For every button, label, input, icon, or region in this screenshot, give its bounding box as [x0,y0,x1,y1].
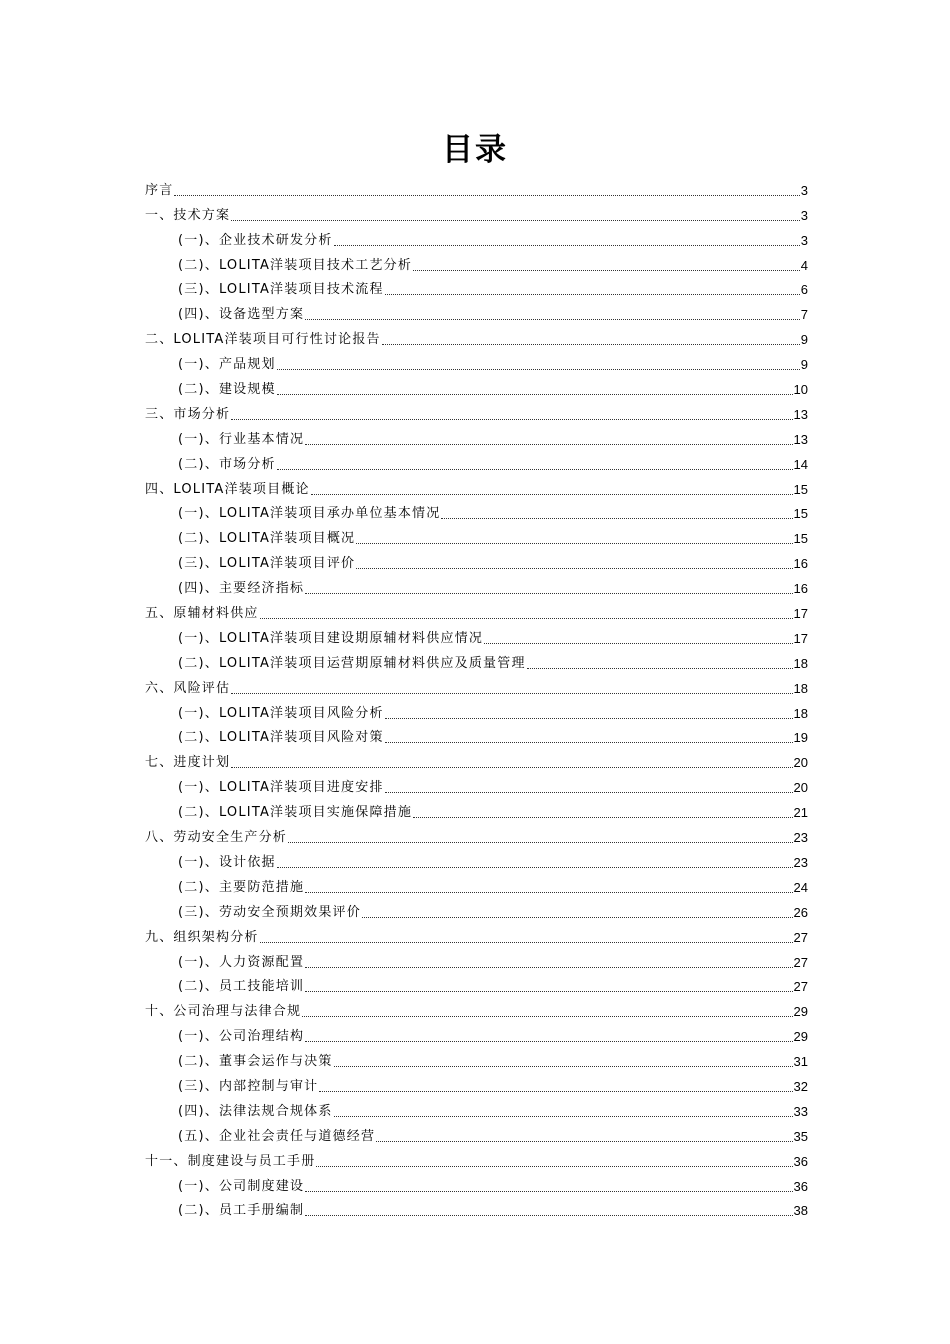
toc-page-number: 17 [793,606,808,622]
toc-page-number: 26 [793,904,808,920]
toc-entry-title: (二)、员工手册编制 [178,1203,305,1219]
toc-entry-title: (三)、LOLITA洋装项目评价 [178,556,356,572]
toc-entry-title: 三、市场分析 [145,406,231,422]
toc-entry-section[interactable] [145,698,808,723]
toc-entry-title: (二)、LOLITA洋装项目运营期原辅材料供应及质量管理 [178,655,526,671]
toc-dot-leader [413,270,800,271]
toc-dot-leader [413,817,792,818]
toc-dot-leader [277,369,800,370]
toc-page-number: 7 [800,307,808,323]
toc-entry-section[interactable] [145,250,808,275]
toc-entry-title: (一)、LOLITA洋装项目进度安排 [178,780,384,796]
toc-entry-section[interactable] [145,499,808,524]
toc-entry-section[interactable] [145,573,808,598]
toc-entry-section[interactable] [145,523,808,548]
toc-dot-leader [277,394,793,395]
toc-entry-section[interactable] [145,1021,808,1046]
toc-page-number: 20 [793,780,808,796]
toc-entry-section[interactable] [145,548,808,573]
toc-dot-leader [305,319,800,320]
toc-entry-title: 七、进度计划 [145,755,231,771]
toc-entry-section[interactable] [145,225,808,250]
toc-page-number: 27 [793,929,808,945]
toc-entry-title: 四、LOLITA洋装项目概论 [145,481,310,497]
toc-entry-title: (二)、董事会运作与决策 [178,1054,333,1070]
toc-dot-leader [316,1166,792,1167]
toc-entry-chapter[interactable] [145,922,808,947]
toc-entry-chapter[interactable] [145,598,808,623]
toc-dot-leader [376,1141,792,1142]
toc-dot-leader [385,792,793,793]
toc-entry-title: (四)、主要经济指标 [178,581,305,597]
toc-page-number: 16 [793,581,808,597]
toc-entry-chapter[interactable] [145,324,808,349]
toc-page-number: 33 [793,1103,808,1119]
toc-list [145,175,808,1220]
toc-dot-leader [260,618,793,619]
toc-entry-title: (一)、企业技术研发分析 [178,232,333,248]
toc-page-number: 18 [793,705,808,721]
toc-entry-title: 八、劳动安全生产分析 [145,830,288,846]
toc-dot-leader [305,593,792,594]
toc-dot-leader [385,742,793,743]
toc-page-number: 3 [800,232,808,248]
toc-title: 目录 [442,132,508,168]
toc-page-number: 4 [800,257,808,273]
toc-page-number: 15 [793,506,808,522]
toc-entry-title: (五)、企业社会责任与道德经营 [178,1128,376,1144]
toc-dot-leader [484,643,792,644]
toc-dot-leader [305,1215,792,1216]
toc-dot-leader [441,518,792,519]
toc-dot-leader [231,693,792,694]
toc-entry-title: (二)、LOLITA洋装项目技术工艺分析 [178,257,413,273]
toc-entry-title: (一)、产品规划 [178,357,276,373]
toc-entry-section[interactable] [145,847,808,872]
toc-entry-title: 一、技术方案 [145,207,231,223]
toc-page-number: 20 [793,755,808,771]
toc-entry-section[interactable] [145,424,808,449]
toc-entry-title: (一)、LOLITA洋装项目建设期原辅材料供应情况 [178,630,484,646]
toc-entry-title: (二)、员工技能培训 [178,979,305,995]
toc-entry-section[interactable] [145,772,808,797]
toc-dot-leader [305,1191,792,1192]
toc-page-number: 27 [793,954,808,970]
toc-entry-chapter[interactable] [145,175,808,200]
toc-entry-section[interactable] [145,972,808,997]
toc-entry-chapter[interactable] [145,996,808,1021]
toc-entry-title: (一)、LOLITA洋装项目承办单位基本情况 [178,506,441,522]
toc-dot-leader [334,1066,793,1067]
toc-page-number: 9 [800,357,808,373]
toc-entry-chapter[interactable] [145,747,808,772]
toc-entry-title: (三)、LOLITA洋装项目技术流程 [178,282,384,298]
toc-entry-title: 十、公司治理与法律合规 [145,1004,302,1020]
toc-entry-section[interactable] [145,872,808,897]
toc-page-number: 13 [793,431,808,447]
toc-entry-title: (三)、内部控制与审计 [178,1078,319,1094]
toc-dot-leader [305,444,792,445]
toc-entry-section[interactable] [145,1096,808,1121]
toc-page-number: 32 [793,1078,808,1094]
toc-page-number: 38 [793,1203,808,1219]
toc-entry-title: (一)、行业基本情况 [178,431,305,447]
toc-entry-section[interactable] [145,1071,808,1096]
toc-entry-chapter[interactable] [145,673,808,698]
toc-dot-leader [362,917,793,918]
toc-dot-leader [288,842,793,843]
toc-dot-leader [231,220,800,221]
toc-entry-chapter[interactable] [145,399,808,424]
toc-entry-title: (一)、公司治理结构 [178,1029,305,1045]
toc-entry-title: (四)、设备选型方案 [178,307,305,323]
toc-dot-leader [231,767,792,768]
toc-page-number: 31 [793,1054,808,1070]
toc-page-number: 3 [800,207,808,223]
toc-page-number: 27 [793,979,808,995]
toc-entry-section[interactable] [145,1046,808,1071]
toc-page-number: 14 [793,456,808,472]
toc-page-number: 24 [793,879,808,895]
toc-dot-leader [305,991,792,992]
toc-entry-section[interactable] [145,374,808,399]
toc-page-number: 16 [793,556,808,572]
toc-page-number: 15 [793,531,808,547]
toc-dot-leader [311,494,793,495]
toc-entry-chapter[interactable] [145,200,808,225]
toc-page-number: 3 [800,182,808,198]
toc-dot-leader [231,419,792,420]
toc-page-number: 13 [793,406,808,422]
toc-dot-leader [334,1116,793,1117]
toc-entry-title: 五、原辅材料供应 [145,606,259,622]
toc-entry-section[interactable] [145,797,808,822]
toc-entry-section[interactable] [145,897,808,922]
toc-dot-leader [277,469,793,470]
toc-entry-title: (二)、LOLITA洋装项目风险对策 [178,730,384,746]
toc-page-number: 9 [800,332,808,348]
toc-dot-leader [527,668,793,669]
toc-page-number: 10 [793,382,808,398]
toc-dot-leader [334,245,800,246]
toc-page-number: 19 [793,730,808,746]
toc-entry-title: (二)、LOLITA洋装项目概况 [178,531,356,547]
toc-entry-chapter[interactable] [145,1146,808,1171]
toc-dot-leader [385,718,793,719]
toc-entry-title: 九、组织架构分析 [145,929,259,945]
toc-page-number: 18 [793,680,808,696]
toc-entry-title: 二、LOLITA洋装项目可行性讨论报告 [145,332,381,348]
toc-entry-section[interactable] [145,1171,808,1196]
toc-entry-section[interactable] [145,623,808,648]
toc-dot-leader [382,344,800,345]
toc-entry-section[interactable] [145,299,808,324]
toc-dot-leader [305,1041,792,1042]
toc-entry-section[interactable] [145,349,808,374]
toc-entry-section[interactable] [145,1196,808,1221]
toc-entry-section[interactable] [145,648,808,673]
toc-entry-title: (二)、LOLITA洋装项目实施保障措施 [178,805,413,821]
toc-entry-title: 十一、制度建设与员工手册 [145,1153,316,1169]
toc-page-number: 18 [793,655,808,671]
toc-entry-section[interactable] [145,723,808,748]
toc-dot-leader [319,1091,792,1092]
toc-entry-title: 六、风险评估 [145,680,231,696]
toc-entry-title: (二)、建设规模 [178,382,276,398]
toc-page-number: 35 [793,1128,808,1144]
toc-page-number: 29 [793,1029,808,1045]
toc-page-number: 6 [800,282,808,298]
toc-dot-leader [356,568,792,569]
toc-entry-chapter[interactable] [145,822,808,847]
toc-dot-leader [174,195,799,196]
toc-entry-section[interactable] [145,947,808,972]
toc-entry-section[interactable] [145,449,808,474]
toc-dot-leader [302,1016,792,1017]
toc-entry-title: (一)、设计依据 [178,854,276,870]
toc-page-number: 21 [793,805,808,821]
toc-entry-title: (三)、劳动安全预期效果评价 [178,904,361,920]
toc-dot-leader [305,967,792,968]
toc-entry-title: (二)、主要防范措施 [178,879,305,895]
toc-entry-chapter[interactable] [145,474,808,499]
toc-page-number: 36 [793,1153,808,1169]
toc-page-number: 29 [793,1004,808,1020]
toc-dot-leader [277,867,793,868]
toc-dot-leader [385,294,800,295]
toc-entry-title: 序言 [145,182,174,198]
toc-dot-leader [305,892,792,893]
toc-page-number: 17 [793,630,808,646]
toc-dot-leader [356,543,792,544]
toc-entry-section[interactable] [145,1121,808,1146]
toc-page-number: 36 [793,1178,808,1194]
toc-entry-section[interactable] [145,275,808,300]
toc-page-number: 23 [793,854,808,870]
toc-page-number: 15 [793,481,808,497]
toc-entry-title: (二)、市场分析 [178,456,276,472]
toc-entry-title: (一)、公司制度建设 [178,1178,305,1194]
toc-page-number: 23 [793,830,808,846]
toc-entry-title: (一)、LOLITA洋装项目风险分析 [178,705,384,721]
toc-entry-title: (四)、法律法规合规体系 [178,1103,333,1119]
toc-dot-leader [260,942,793,943]
toc-entry-title: (一)、人力资源配置 [178,954,305,970]
